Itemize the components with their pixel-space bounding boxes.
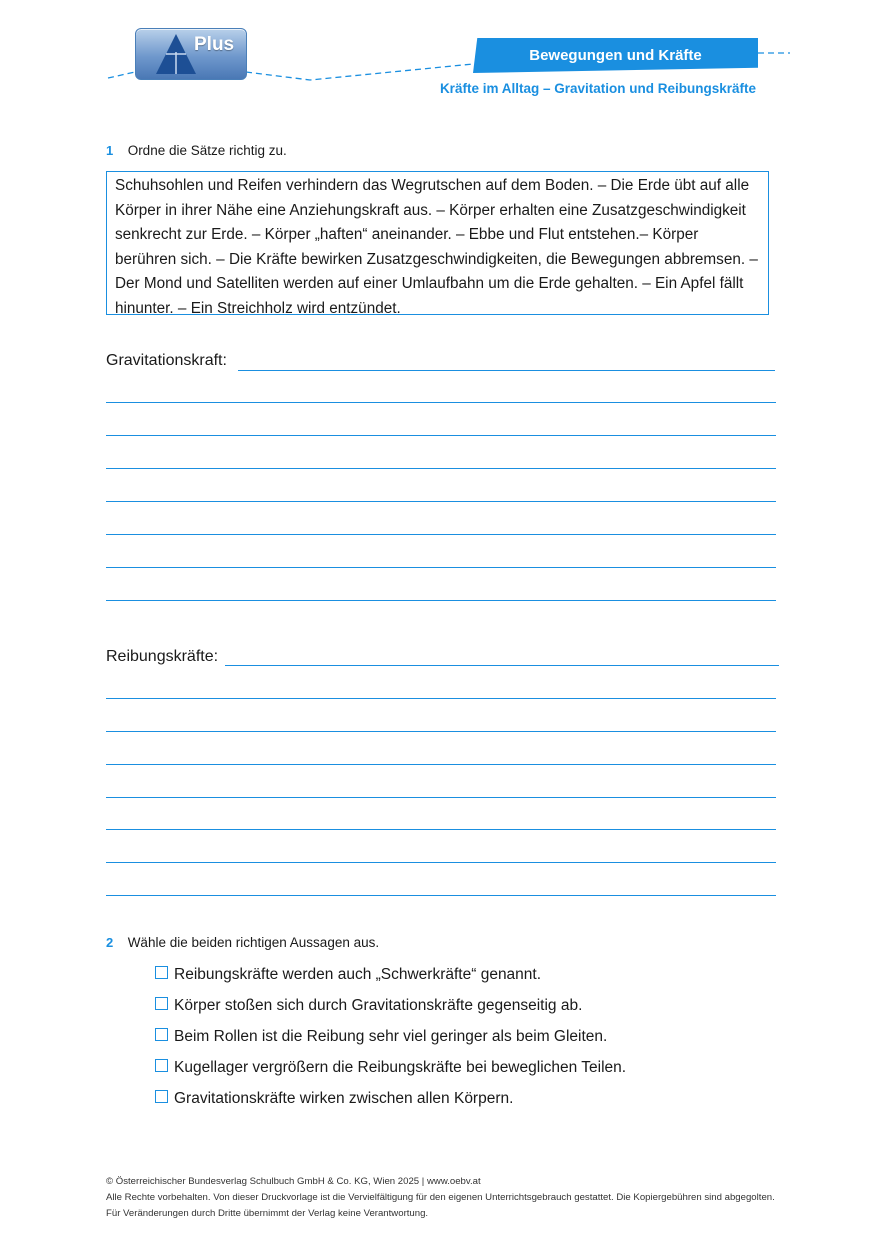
- logo-text: Plus: [194, 34, 235, 55]
- checkbox[interactable]: [155, 966, 168, 979]
- option-row[interactable]: [155, 997, 582, 1015]
- option-text: Beim Rollen ist die Reibung sehr viel geringer als beim Gleiten.: [174, 1028, 608, 1045]
- option-text: Reibungskräfte werden auch „Schwerkräfte“ genannt.: [174, 966, 542, 983]
- page-subtitle: Kräfte im Alltag – Gravitation und Reibungskräfte: [439, 81, 756, 96]
- checkbox[interactable]: [155, 1028, 168, 1041]
- gravitation-answer-line[interactable]: [238, 370, 775, 371]
- reibung-answer-line[interactable]: [106, 895, 776, 896]
- checkbox[interactable]: [155, 997, 168, 1010]
- task-1-number: 1: [106, 143, 114, 158]
- footer-disclaimer: Für Veränderungen durch Dritte übernimmt der Verlag keine Verantwortung.: [106, 1208, 429, 1219]
- reibung-answer-line[interactable]: [106, 731, 776, 732]
- task-2-number: 2: [106, 935, 114, 950]
- task-2-heading: [106, 934, 379, 952]
- gravitation-answer-line[interactable]: [106, 567, 776, 568]
- gravitation-answer-line[interactable]: [106, 534, 776, 535]
- option-row[interactable]: [155, 966, 541, 984]
- option-row[interactable]: [155, 1059, 626, 1077]
- page-title: Bewegungen und Kräfte: [529, 47, 702, 64]
- sentence-box: Schuhsohlen und Reifen verhindern das Wegrutschen auf dem Boden. – Die Erde übt auf alle Körper in ihrer Nähe eine Anziehungskraft aus. – Körper erhalten eine Zusatzgeschwindigkeit senkrecht zur Erde. – Körper „haften“ aneinander. – Ebbe und Flut entstehen.– Körper berühren sich. – Die Kräfte bewirken Zusatzgeschwindigkeiten, die Bewegungen abbremsen. – Der Mond und Satelliten werden auf einer Umlaufbahn um die Erde gehalten. – Ein Apfel fällt hinunter. – Ein Streichholz wird entzündet.: [106, 171, 769, 315]
- gravitation-answer-line[interactable]: [106, 501, 776, 502]
- option-text: Gravitationskräfte wirken zwischen allen Körpern.: [174, 1090, 514, 1107]
- task-1-heading: [106, 142, 287, 160]
- plus-logo: [135, 28, 247, 80]
- reibung-answer-line[interactable]: [225, 665, 779, 666]
- gravitation-label: Gravitationskraft:: [106, 352, 227, 369]
- task-1-instruction: Ordne die Sätze richtig zu.: [127, 143, 287, 158]
- task-2-instruction: Wähle die beiden richtigen Aussagen aus.: [127, 935, 380, 950]
- gravitation-answer-line[interactable]: [106, 468, 776, 469]
- footer-copyright: © Österreichischer Bundesverlag Schulbuch GmbH & Co. KG, Wien 2025 | www.oebv.at: [106, 1176, 481, 1187]
- footer-rights: Alle Rechte vorbehalten. Von dieser Druckvorlage ist die Vervielfältigung für den eigenen Unterrichtsgebrauch gestattet. Die Kopiergebühren sind abgegolten.: [106, 1192, 775, 1203]
- reibung-label: Reibungskräfte:: [106, 648, 219, 665]
- gravitation-answer-line[interactable]: [106, 402, 776, 403]
- checkbox[interactable]: [155, 1090, 168, 1103]
- reibung-answer-line[interactable]: [106, 862, 776, 863]
- checkbox[interactable]: [155, 1059, 168, 1072]
- reibung-answer-line[interactable]: [106, 764, 776, 765]
- reibung-answer-line[interactable]: [106, 698, 776, 699]
- option-row[interactable]: [155, 1028, 607, 1046]
- option-row[interactable]: [155, 1090, 513, 1108]
- reibung-answer-line[interactable]: [106, 829, 776, 830]
- option-text: Körper stoßen sich durch Gravitationskräfte gegenseitig ab.: [174, 997, 583, 1014]
- gravitation-answer-line[interactable]: [106, 435, 776, 436]
- option-text: Kugellager vergrößern die Reibungskräfte bei beweglichen Teilen.: [174, 1059, 627, 1076]
- gravitation-answer-line[interactable]: [106, 600, 776, 601]
- reibung-answer-line[interactable]: [106, 797, 776, 798]
- triangle-logo-icon: [154, 32, 198, 76]
